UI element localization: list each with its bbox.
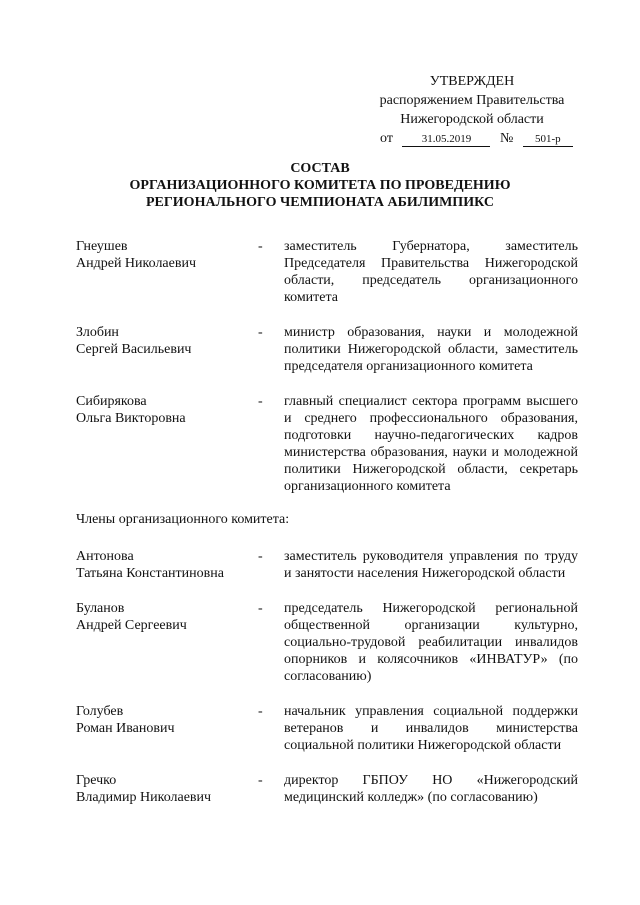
from-label: от <box>380 131 393 146</box>
member-given-names: Владимир Николаевич <box>76 790 212 805</box>
committee-list <box>76 238 578 824</box>
member-given-names: Роман Иванович <box>76 721 175 736</box>
member-surname: Антонова <box>76 549 134 564</box>
title-line-2: ОРГАНИЗАЦИОННОГО КОМИТЕТА ПО ПРОВЕДЕНИЮ <box>129 178 511 193</box>
member-name <box>76 548 258 582</box>
member-surname: Гречко <box>76 773 117 788</box>
member-given-names: Сергей Васильевич <box>76 342 192 357</box>
members-section-label: Члены организационного комитета: <box>76 512 290 527</box>
member-role: директор ГБПОУ НО «Нижегородский медицинский колледж» (по согласованию) <box>284 773 578 805</box>
member-given-names: Андрей Николаевич <box>76 256 196 271</box>
title-line-3: РЕГИОНАЛЬНОГО ЧЕМПИОНАТА АБИЛИМПИКС <box>146 195 494 210</box>
member-name <box>76 238 258 306</box>
leader-entry <box>76 324 578 375</box>
member-name <box>76 703 258 754</box>
member-given-names: Андрей Сергеевич <box>76 618 187 633</box>
member-name <box>76 393 258 495</box>
member-role: начальник управления социальной поддержки ветеранов и инвалидов министерства социальной политики Нижегородской области <box>284 704 578 753</box>
member-role: заместитель Губернатора, заместитель Председателя Правительства Нижегородской области, председатель организационного комитета <box>284 239 578 305</box>
member-surname: Голубев <box>76 704 124 719</box>
member-given-names: Татьяна Константиновна <box>76 566 224 581</box>
approval-date: 31.05.2019 <box>402 132 490 147</box>
separator-dash: - <box>258 394 263 409</box>
approval-authority: распоряжением Правительства <box>379 93 565 108</box>
member-entry <box>76 600 578 685</box>
member-entry <box>76 548 578 582</box>
approval-date-line <box>380 129 582 148</box>
member-name <box>76 324 258 375</box>
approval-heading: УТВЕРЖДЕН <box>429 74 515 89</box>
approval-region: Нижегородской области <box>400 112 544 127</box>
leader-entry <box>76 238 578 306</box>
separator-dash: - <box>258 325 263 340</box>
member-role: главный специалист сектора программ высшего и среднего профессионального образования, подготовки научно-педагогических кадров министерства образования, науки и молодежной политики Нижегородской области, секретарь организационного комитета <box>284 394 578 494</box>
member-surname: Сибирякова <box>76 394 147 409</box>
member-surname: Буланов <box>76 601 125 616</box>
member-surname: Злобин <box>76 325 119 340</box>
member-given-names: Ольга Викторовна <box>76 411 186 426</box>
separator-dash: - <box>258 549 263 564</box>
separator-dash: - <box>258 773 263 788</box>
title-line-1: СОСТАВ <box>290 161 350 176</box>
separator-dash: - <box>258 601 263 616</box>
document-title <box>0 160 640 211</box>
member-role: министр образования, науки и молодежной политики Нижегородской области, заместитель председателя организационного комитета <box>284 325 578 374</box>
separator-dash: - <box>258 239 263 254</box>
member-name <box>76 600 258 685</box>
number-label: № <box>499 131 514 146</box>
member-surname: Гнеушев <box>76 239 128 254</box>
approval-number: 501-р <box>523 132 573 147</box>
member-role: заместитель руководителя управления по труду и занятости населения Нижегородской области <box>284 549 578 581</box>
member-entry <box>76 703 578 754</box>
member-name <box>76 772 258 806</box>
leader-entry <box>76 393 578 495</box>
approval-stamp <box>362 72 582 148</box>
separator-dash: - <box>258 704 263 719</box>
member-role: председатель Нижегородской региональной общественной организации культурно, социально-трудовой реабилитации инвалидов опорников и колясочников «ИНВАТУР» (по согласованию) <box>284 601 578 684</box>
member-entry <box>76 772 578 806</box>
